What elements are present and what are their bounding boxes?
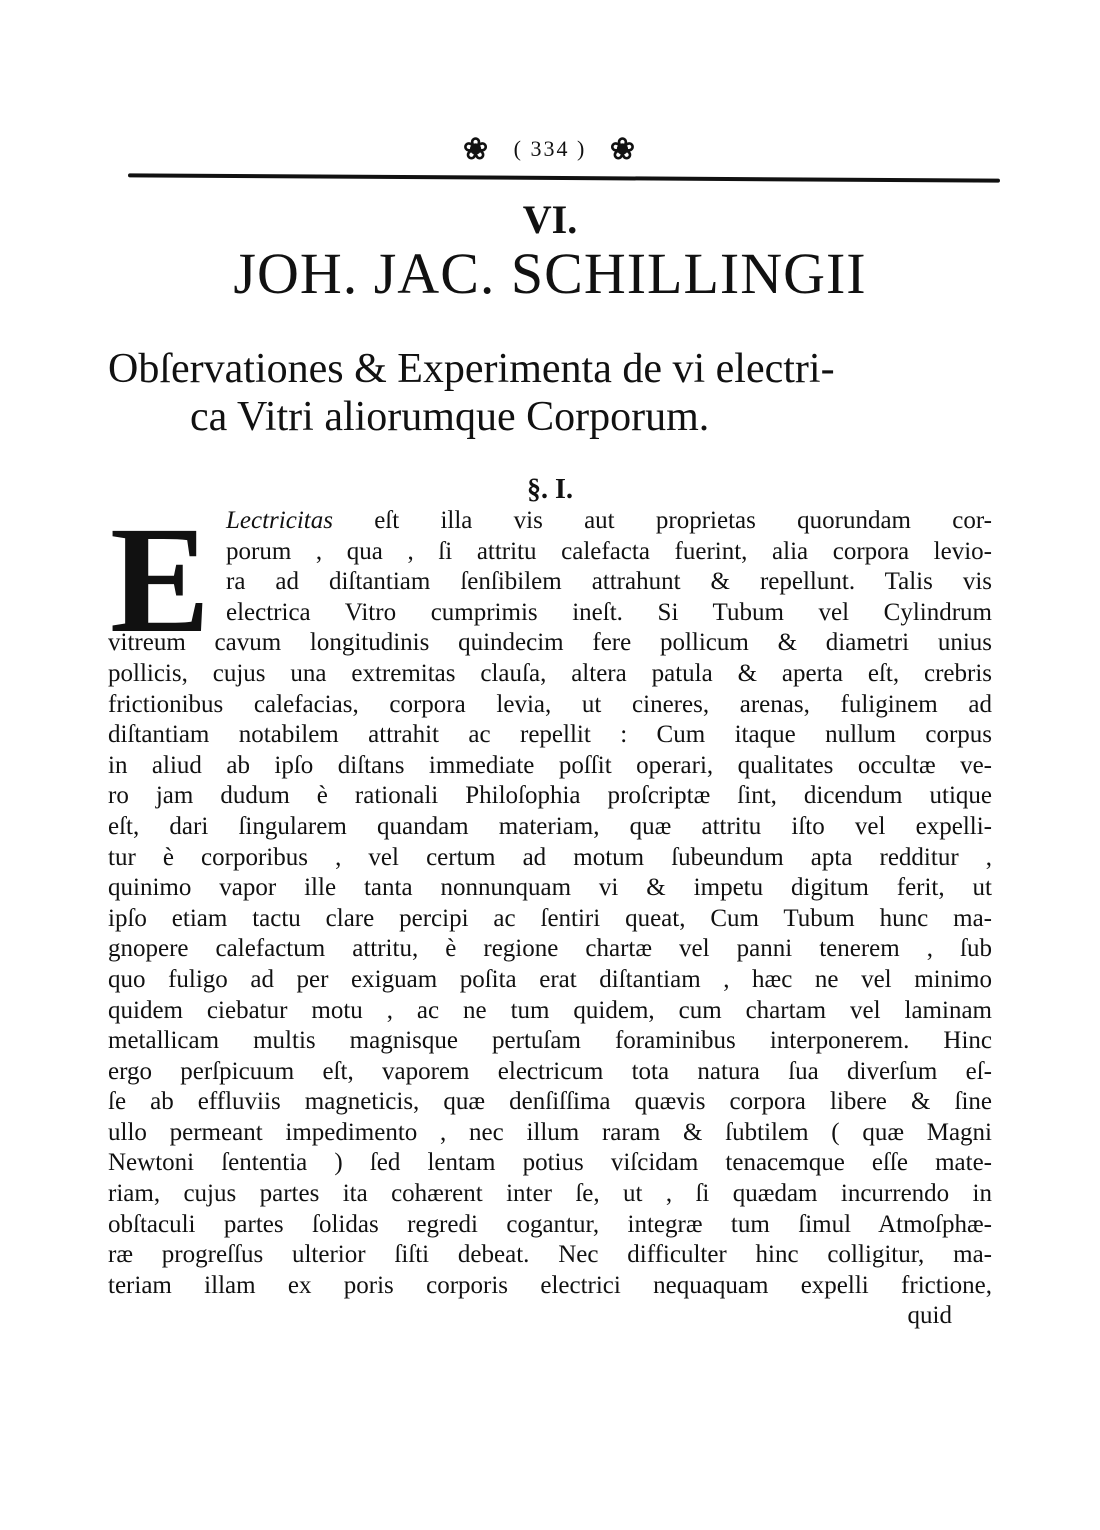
page-number: ( 334 ) <box>513 136 587 162</box>
text-line: eſt, dari ſingularem quandam materiam, quæ attritu iſto vel expelli- <box>108 812 992 840</box>
subtitle-line: Obſervationes & Experimenta de vi electri- <box>108 346 835 392</box>
text-line: vitreum cavum longitudinis quindecim fere pollicum & diametri unius <box>108 629 992 657</box>
running-header <box>0 130 1100 167</box>
text-line: tur è corporibus , vel certum ad motum ſubeundum apta redditur , <box>108 843 992 871</box>
text-line: riam, cujus partes ita cohærent inter ſe, ut , ſi quædam incurrendo in <box>108 1180 992 1208</box>
text-line: ra ad diſtantiam ſenſibilem attrahunt & repellunt. Talis vis <box>226 568 992 596</box>
text-line: ullo permeant impedimento , nec illum raram & ſubtilem ( quæ Magni <box>108 1118 992 1146</box>
body-text <box>108 495 992 1332</box>
article-numeral: VI. <box>522 197 578 242</box>
text-line: quo fuligo ad per exiguam poſita erat diſtantiam , hæc ne vel minimo <box>108 965 992 993</box>
text-line: ipſo etiam tactu clare percipi ac ſentiri queat, Cum Tubum hunc ma- <box>108 904 992 932</box>
text-line-content: eſt illa vis aut proprietas quorundam cor- <box>332 507 992 534</box>
text-line: metallicam multis magnisque pertuſam foraminibus interponerem. Hinc <box>108 1027 992 1055</box>
subtitle-line: ca Vitri aliorumque Corporum. <box>190 394 710 440</box>
text-line: teriam illam ex poris corporis electrici nequaquam expelli frictione, <box>108 1271 992 1299</box>
text-line: porum , qua , ſi attritu calefacta fuerint, alia corpora levio- <box>226 537 992 565</box>
text-line: quidem ciebatur motu , ac ne tum quidem, cum chartam vel laminam <box>108 996 992 1024</box>
text-line <box>108 506 992 537</box>
ornament-right-icon: ❀ <box>609 132 637 166</box>
text-line: ſe ab effluviis magneticis, quæ denſiſſima quævis corpora libere & ſine <box>108 1088 992 1116</box>
text-line: ræ progreſſus ulterior ſiſti debeat. Nec difficulter hinc colligitur, ma- <box>108 1241 992 1269</box>
text-line: pollicis, cujus una extremitas clauſa, altera patula & aperta eſt, crebris <box>108 659 992 687</box>
text-line: in aliud ab ipſo diſtans immediate poſſit operari, qualitates occultæ ve- <box>108 751 992 779</box>
text-line: Newtoni ſententia ) ſed lentam potius viſcidam tenacemque eſſe mate- <box>108 1149 992 1177</box>
text-line: ro jam dudum è rationali Philoſophia proſcriptæ ſint, dicendum utique <box>108 782 992 810</box>
text-line: obſtaculi partes ſolidas regredi cogantur, integræ tum ſimul Atmoſphæ- <box>108 1210 992 1238</box>
section-heading: §. I. <box>527 474 573 505</box>
drop-cap-letter: E <box>110 495 211 665</box>
catchword: quid <box>907 1302 952 1330</box>
first-word: Lectricitas <box>226 507 333 534</box>
text-line: frictionibus calefacias, corpora levia, ut cineres, arenas, fuliginem ad <box>108 690 992 718</box>
article-title: JOH. JAC. SCHILLINGII <box>233 241 867 306</box>
text-line: quinimo vapor ille tanta nonnunquam vi & impetu digitum ferit, ut <box>108 874 992 902</box>
ornament-left-icon: ❀ <box>463 132 491 166</box>
text-line: diſtantiam notabilem attrahit ac repellit : Cum itaque nullum corpus <box>108 721 992 749</box>
text-line: ergo perſpicuum eſt, vaporem electricum tota natura ſua diverſum eſ- <box>108 1057 992 1085</box>
article-subtitle <box>108 345 1008 441</box>
text-line: electrica Vitro cumprimis ineſt. Si Tubum vel Cylindrum <box>226 598 992 626</box>
text-line: gnopere calefactum attritu, è regione chartæ vel panni tenerem , ſub <box>108 935 992 963</box>
header-rule <box>128 173 1000 182</box>
